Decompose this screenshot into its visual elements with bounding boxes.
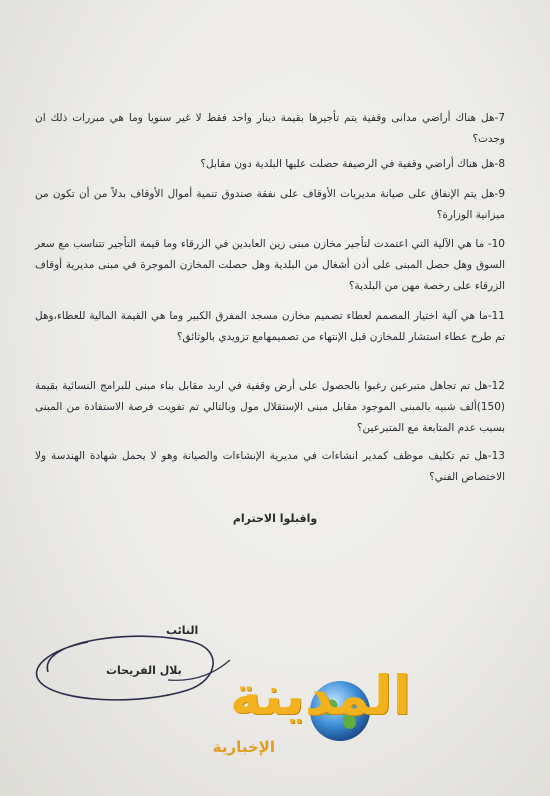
question-7: 7-هل هناك أراضي مدانى وقفية يتم تأجيرها بقيمة دينار واحد فقط لا غير سنويا وما هي مبررات ذلك ان وجدت؟: [35, 112, 505, 145]
question-10: 10- ما هي الآلية التي اعتمدت لتأجير مخازن مبنى زين العابدين في الزرقاء وما قيمة التأجير تتناسب مع سعر السوق وهل حصل المبنى على أذن أشغال من البلدية وهل حصلت المخازن الموجرة في مبنى مديرية أوقاف الزرقاء على رخصة مهن من البلدية؟: [35, 238, 505, 292]
watermark-subtitle: الإخبارية: [212, 738, 275, 756]
watermark-name: المدينة: [229, 664, 411, 727]
question-8: 8-هل هناك أراضي وقفية في الرصيفة حصلت عليها البلدية دون مقابل؟: [200, 158, 505, 170]
question-11: 11-ما هي آلية اختيار المصمم لعطاء تصميم مخازن مسجد المفرق الكبير وما هي القيمة المالية للعطاء،وهل تم طرح عطاء استشار للمخازن قبل الإنتهاء من تصميمهامع تزويدي بالوثائق؟: [35, 310, 505, 343]
question-12: 12-هل تم تجاهل متبرعين رغبوا بالحصول على أرض وقفية في اربد مقابل بناء مبنى للبرامج النسائية بقيمة (150)ألف شبيه بالمبنى الموجود مقابل مبنى الإستقلال مول وبالتالي تم تفويت فرصة الاستفادة من المبنى بسبب عدم المتابعة مع المتبرعين؟: [35, 380, 505, 434]
closing-remark: واقبلوا الاحترام: [232, 512, 318, 525]
signature-title: النائب: [166, 624, 199, 637]
question-13: 13-هل تم تكليف موظف كمدير انشاءات في مديرية الإنشاءات والصيانة وهو لا يحمل شهادة الهندسة ولا الاختصاص الفني؟: [35, 450, 505, 483]
signature-name: بلال الفريحات: [106, 664, 182, 677]
watermark-logo: [175, 660, 415, 770]
question-9: 9-هل يتم الإنفاق على صيانة مديريات الأوقاف على نفقة صندوق تنمية أموال الأوقاف بدلاً من أن تكون من ميزانية الوزارة؟: [35, 188, 505, 221]
